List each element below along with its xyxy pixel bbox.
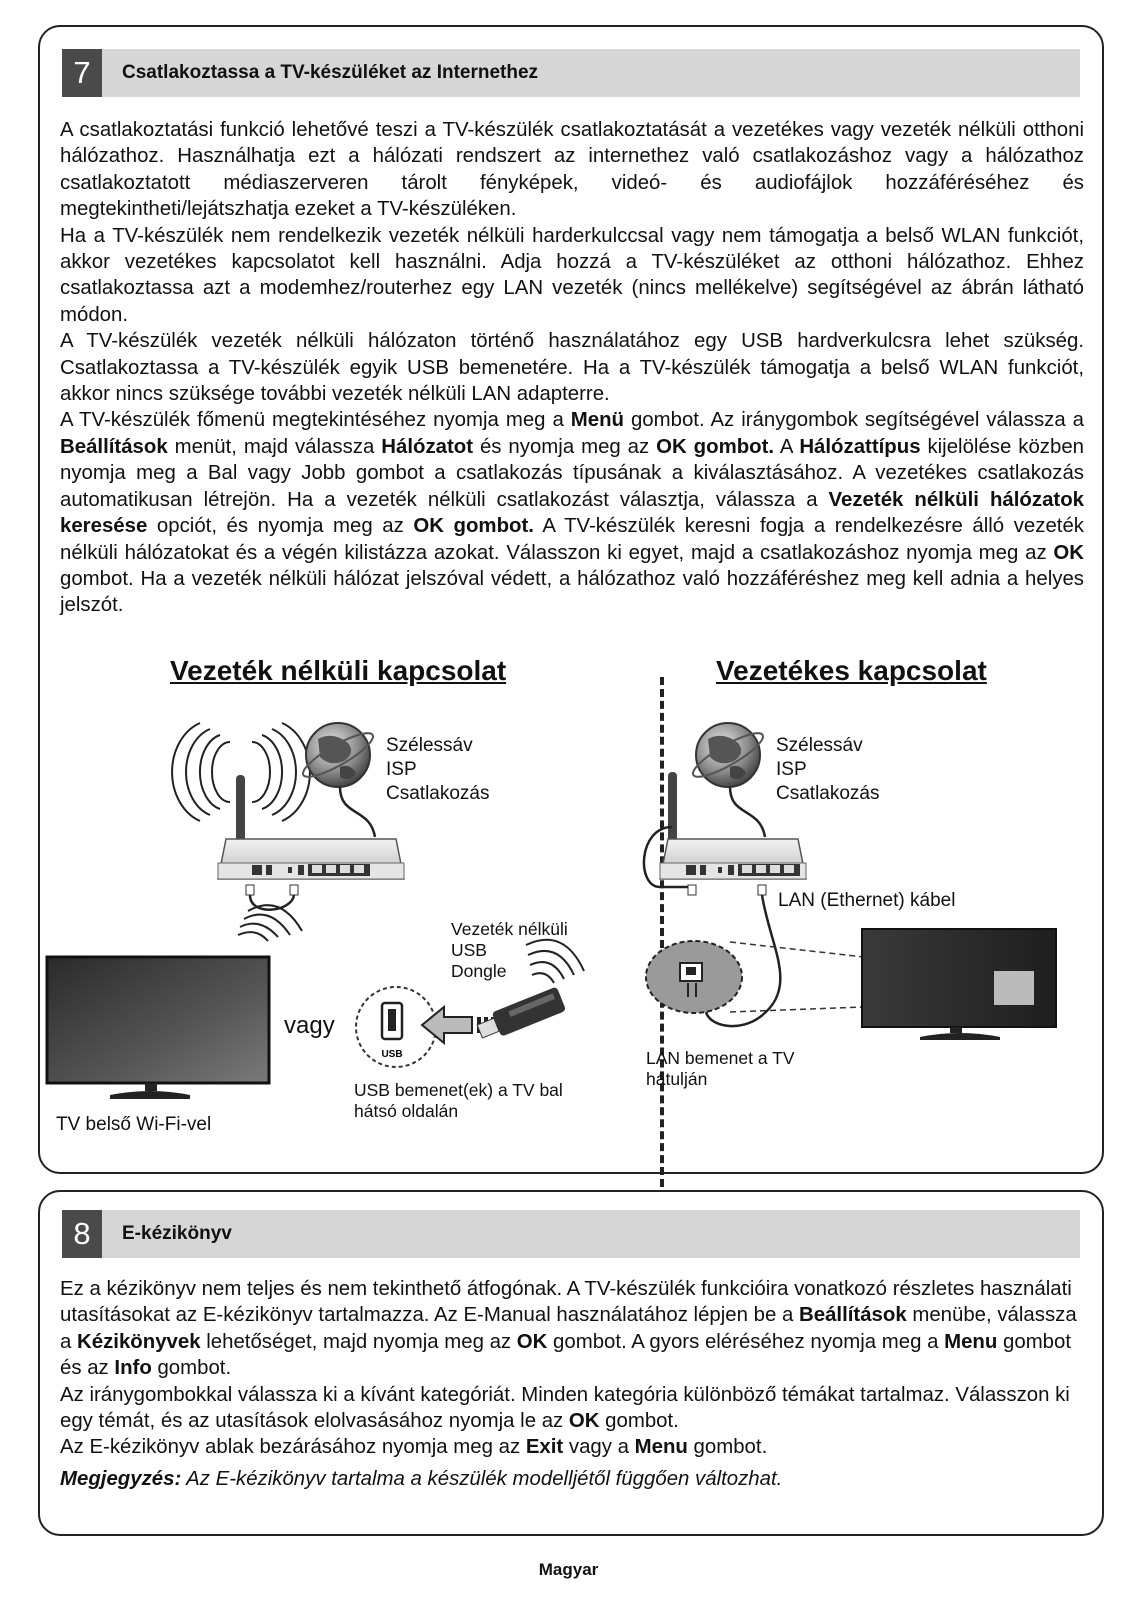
tv-right: [862, 929, 1056, 1040]
text-run: gombot.: [687, 1436, 768, 1459]
section-8-header: [62, 1210, 1080, 1258]
text-run: Ez a kézikönyv nem teljes és nem tekinthető átfogónak. A TV-készülék funkcióira vonatkozó részletes használati utasításokat az E-kézikönyv tartalmazza. Az E-Manual használatához lépjen be a: [60, 1278, 1072, 1327]
usb-text: USB: [381, 1049, 403, 1060]
text-run: menübe, válassza a: [60, 1304, 1077, 1353]
text-run: A TV-készülék vezeték nélküli hálózaton történő használatához egy USB hardverkulcsra lehet szükség. Csatlakoztassa a TV-készülék egyik USB bemenetére. Ha a TV-készülék támogatja a belső WLAN funkciót, akkor nincs szüksége további vezeték nélküli LAN adapterre.: [60, 330, 1084, 406]
router-wireless: [218, 839, 404, 895]
lan-port-icon: [646, 941, 742, 1013]
bold-text: OK: [1053, 541, 1084, 564]
paragraph: [60, 1382, 1084, 1435]
text-run: gombot. Ha a vezeték nélküli hálózat jelszóval védett, a hálózathoz való hozzáféréshez meg kell adnia a helyes jelszót.: [60, 567, 1084, 617]
paragraph: [60, 1434, 1084, 1460]
text-run: opciót, és nyomja meg az: [147, 515, 414, 538]
tv-wifi-label: TV belső Wi-Fi-vel: [56, 1114, 212, 1135]
note-text: Az E-kézikönyv tartalma a készülék modelljétől függően változhat.: [181, 1468, 783, 1490]
isp-line-2: ISP: [386, 759, 417, 780]
bold-text: OK gombot.: [656, 435, 775, 458]
text-run: A TV-készülék keresni fogja a rendelkezésre álló vezeték nélküli hálózatokat és a végén kilistázza azokat. Válasszon ki egyet, majd a csatlakozáshoz nyomja meg az: [60, 515, 1084, 564]
note-label: Megjegyzés:: [60, 1468, 182, 1490]
dongle-wifi-waves-icon: [526, 940, 584, 983]
isp-line-3: Csatlakozás: [776, 783, 880, 804]
bold-text: Beállítások: [60, 435, 168, 458]
page-footer: Magyar: [538, 1560, 599, 1579]
section-title: E-kézikönyv: [122, 1223, 232, 1244]
dongle-line-2: USB: [451, 940, 487, 960]
section-8-box: [38, 1190, 1104, 1536]
isp-line-1: Szélessáv: [386, 735, 473, 756]
bold-text: Menu: [944, 1330, 998, 1353]
text-run: lehetőséget, majd nyomja meg az: [200, 1330, 517, 1353]
isp-line-1: Szélessáv: [776, 735, 863, 756]
wireless-heading: Vezeték nélküli kapcsolat: [170, 655, 507, 686]
text-run: A: [774, 435, 800, 458]
section-8-text: [60, 1276, 1084, 1461]
text-run: gombot. A gyors eléréséhez nyomja meg a: [547, 1330, 945, 1353]
text-run: gombot. Az iránygombok segítségével válassza a: [624, 409, 1084, 432]
text-run: és nyomja meg az: [473, 435, 657, 458]
lan-input-line-2: hátulján: [646, 1069, 708, 1089]
text-run: menüt, majd válassza: [167, 435, 382, 458]
bold-text: Kézikönyvek: [77, 1330, 201, 1353]
bold-text: Hálózatot: [381, 435, 474, 458]
text-run: vagy a: [563, 1436, 635, 1459]
bold-text: Beállítások: [799, 1304, 907, 1327]
text-run: Az iránygombokkal válassza ki a kívánt kategóriát. Minden kategória különböző témákat tartalmaz. Válasszon ki egy témát, és az utasítások elolvasásához nyomja le az: [60, 1383, 1070, 1433]
globe-icon: [688, 723, 767, 787]
section-number: 8: [62, 1210, 102, 1258]
isp-line-2: ISP: [776, 759, 807, 780]
lan-input-line-1: LAN bemenet a TV: [646, 1048, 795, 1068]
text-run: Ha a TV-készülék nem rendelkezik vezeték nélküli harderkulccsal vagy nem támogatja a belső WLAN funkciót, akkor vezetékes kapcsolatot kell használni. Adja hozzá a TV-készüléket az otthoni hálózathoz. Ehhez csatlakoztassa azt a modemhez/routerhez egy LAN vezeték (nincs mellékelve) segítségével az ábrán látható módon.: [60, 224, 1084, 326]
bold-text: Hálózattípus: [799, 435, 921, 458]
lan-cable-label: LAN (Ethernet) kábel: [778, 890, 956, 911]
router-antenna-wired: [668, 772, 677, 842]
bold-text: OK: [568, 1410, 600, 1433]
tv-left: [47, 957, 269, 1099]
usb-input-line-2: hátsó oldalán: [354, 1101, 459, 1121]
bold-text: Vezeték nélküli hálózatok keresése: [60, 488, 1084, 538]
wired-heading: Vezetékes kapcsolat: [716, 655, 987, 686]
text-run: kijelölése közben nyomja meg a Bal vagy Jobb gombot a csatlakozás típusának a kiválasztásához. A vezetékes csatlakozás automatikusan létrejön. Ha a vezeték nélküli csatlakozást választja, válassza a: [60, 435, 1085, 511]
paragraph: [60, 1276, 1084, 1382]
section-7-box: [38, 25, 1104, 1174]
dongle-line-3: Dongle: [451, 961, 507, 981]
dongle-line-1: Vezeték nélküli: [451, 919, 568, 939]
usb-dongle-icon: [475, 986, 566, 1043]
or-label: vagy: [284, 1012, 335, 1039]
network-diagram: [40, 27, 1102, 1172]
bold-text: Exit: [525, 1436, 564, 1459]
text-run: A csatlakoztatási funkció lehetővé teszi a TV-készülék csatlakoztatását a vezetékes vagy vezeték nélküli otthoni hálózathoz. Használhatja ezt a hálózati rendszert az internethez való csatlakozáshoz vagy a hálózathoz csatlakoztatott médiaszerveren tárolt fényképek, videó- és audiofájlok hozzáféréséhez és megtekintheti/lejátszhatja ezeket a TV-készüléken.: [60, 119, 1084, 221]
text-run: Az E-kézikönyv ablak bezárásához nyomja meg az: [60, 1436, 526, 1459]
router-antenna: [236, 775, 245, 845]
usb-input-line-1: USB bemenet(ek) a TV bal: [354, 1080, 563, 1100]
bold-text: Menü: [570, 409, 624, 432]
bold-text: Menu: [634, 1436, 688, 1459]
section-number: 7: [62, 49, 102, 97]
text-run: gombot.: [599, 1410, 679, 1433]
globe-icon: [298, 723, 377, 787]
note: [60, 1466, 1084, 1492]
bold-text: OK: [516, 1330, 548, 1353]
section-title: Csatlakoztassa a TV-készüléket az Internethez: [122, 62, 539, 83]
isp-line-3: Csatlakozás: [386, 783, 490, 804]
text-run: A TV-készülék főmenü megtekintéséhez nyomja meg a: [60, 409, 571, 432]
bold-text: Info: [114, 1357, 152, 1380]
text-run: gombot.: [151, 1357, 232, 1380]
bold-text: OK gombot.: [413, 515, 534, 538]
text-run: gombot és az: [60, 1330, 1072, 1380]
